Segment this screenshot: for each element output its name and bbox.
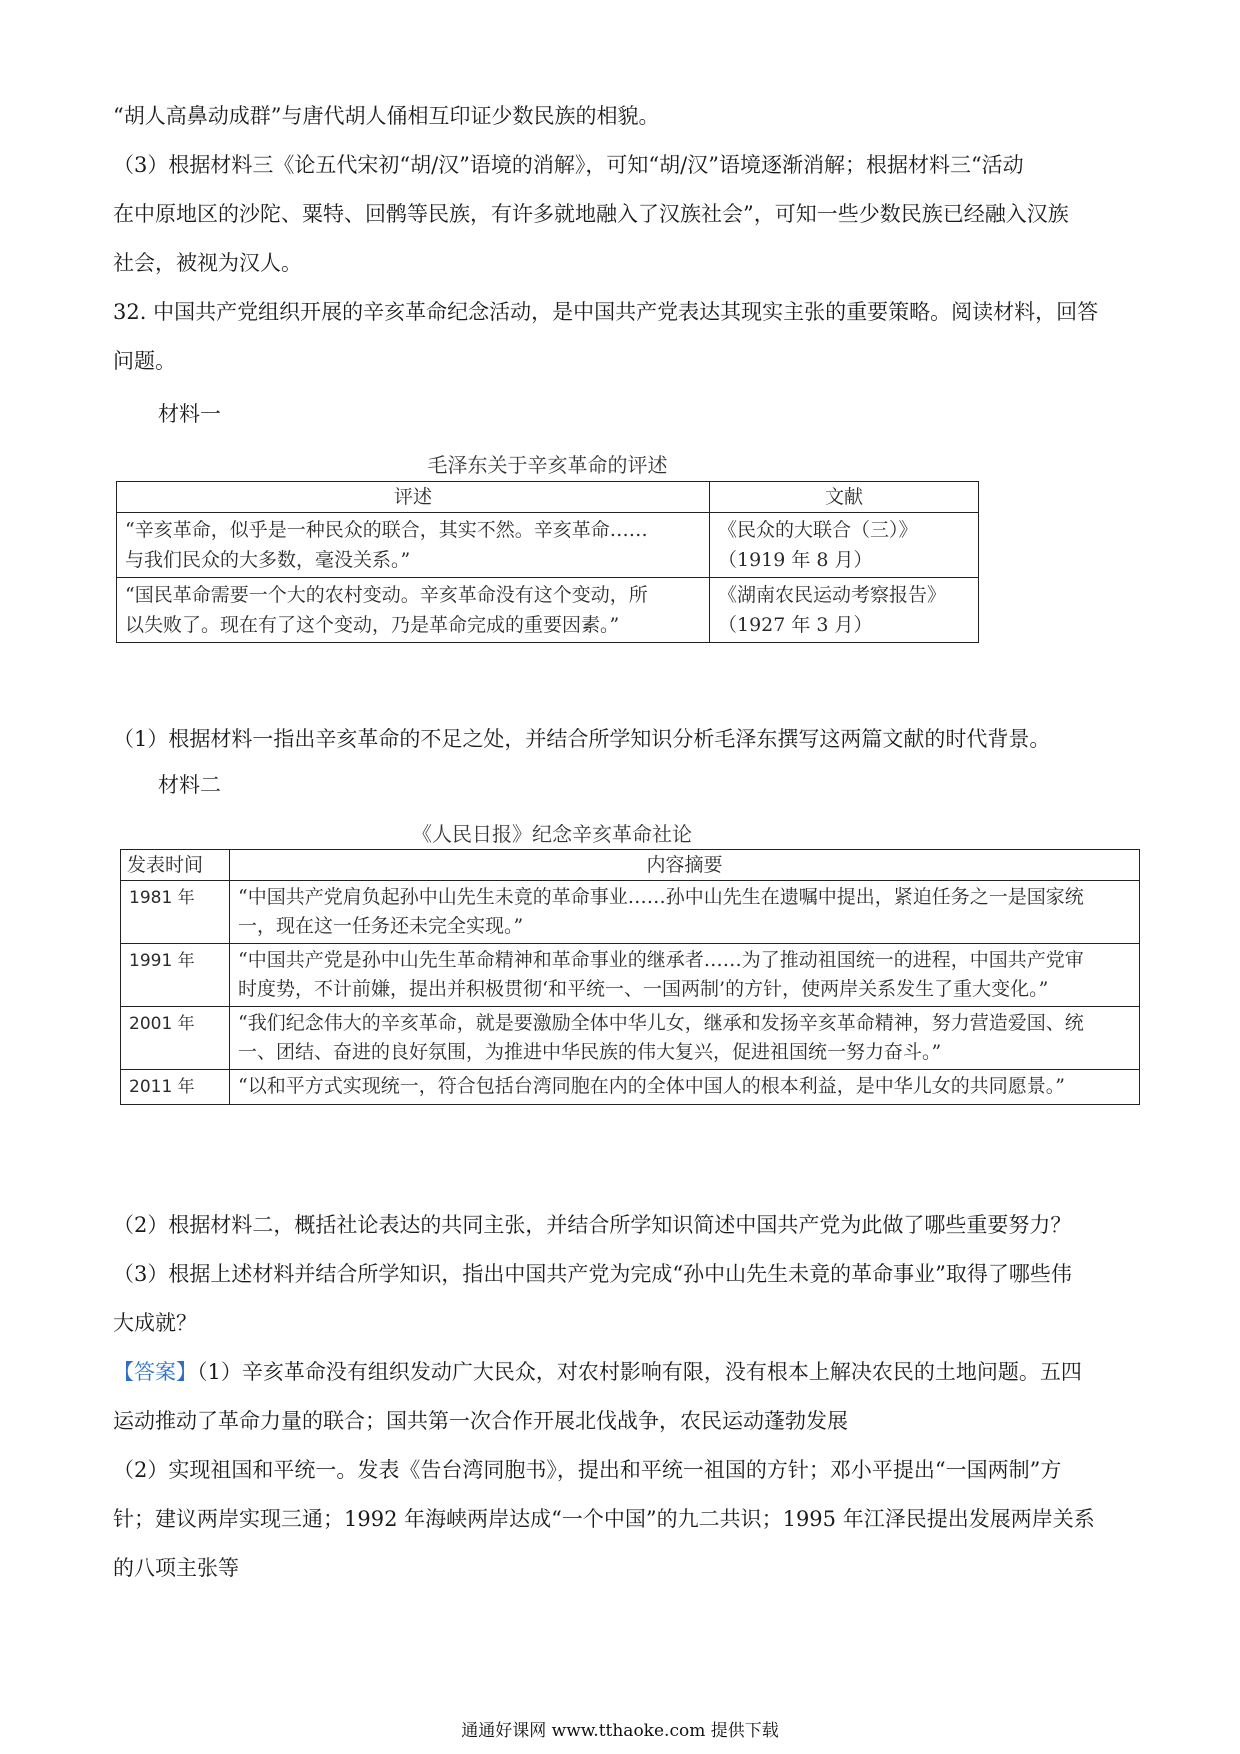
document-date: （1927 年 3 月） [718, 614, 873, 636]
material1-table [116, 481, 979, 643]
table-row [121, 944, 1140, 1007]
comment-line: “国民革命需要一个大的农村变动。辛亥革命没有这个变动，所 [125, 584, 648, 606]
document-title: 《湖南农民运动考察报告》 [718, 584, 947, 606]
year-cell: 1981 年 [121, 881, 230, 944]
summary-cell [230, 881, 1140, 944]
summary-line: 一，现在这一任务还未完全实现。” [238, 915, 524, 937]
intro-line-4: 社会，被视为汉人。 [113, 251, 302, 275]
summary-line: 一、团结、奋进的良好氛围，为推进中华民族的伟大复兴，促进祖国统一努力奋斗。” [238, 1041, 942, 1063]
summary-line: “以和平方式实现统一，符合包括台湾同胞在内的全体中国人的根本利益，是中华儿女的共同愿景。” [238, 1075, 1065, 1097]
table-row [121, 1070, 1140, 1105]
q32-line-2: 问题。 [113, 349, 176, 373]
year-cell: 2001 年 [121, 1007, 230, 1070]
summary-line: 时度势，不计前嫌，提出并积极贯彻‘和平统一、一国两制’的方针，使两岸关系发生了重大变化。” [238, 978, 1049, 1000]
comment-line: “辛亥革命，似乎是一种民众的联合，其实不然。辛亥革命…… [125, 519, 648, 541]
document-cell [710, 578, 979, 643]
year-cell: 2011 年 [121, 1070, 230, 1105]
summary-cell [230, 1007, 1140, 1070]
table-row [121, 881, 1140, 944]
comment-line: 与我们民众的大多数，毫没关系。” [125, 549, 411, 571]
intro-line-1: “胡人高鼻动成群”与唐代胡人俑相互印证少数民族的相貌。 [113, 104, 660, 128]
table-header-row [117, 482, 979, 513]
intro-line-2: （3）根据材料三《论五代宋初“胡/汉”语境的消解》，可知“胡/汉”语境逐渐消解；根据材料三“活动 [113, 153, 1024, 177]
question-3-line-1: （3）根据上述材料并结合所学知识，指出中国共产党为完成“孙中山先生未竟的革命事业”取得了哪些伟 [113, 1262, 1072, 1286]
document-date: （1919 年 8 月） [718, 549, 873, 571]
year-cell: 1991 年 [121, 944, 230, 1007]
comment-cell [117, 513, 710, 578]
answer-1-line-2: 运动推动了革命力量的联合；国共第一次合作开展北伐战争，农民运动蓬勃发展 [113, 1409, 848, 1433]
document-cell [710, 513, 979, 578]
comment-line: 以失败了。现在有了这个变动，乃是革命完成的重要因素。” [125, 614, 620, 636]
answer-1-text: （1）辛亥革命没有组织发动广大民众，对农村影响有限，没有根本上解决农民的土地问题。五四 [197, 1360, 1082, 1384]
question-2: （2）根据材料二，概括社论表达的共同主张，并结合所学知识简述中国共产党为此做了哪些重要努力？ [113, 1213, 1072, 1237]
document-title: 《民众的大联合（三）》 [718, 519, 918, 541]
answer-1-line-1 [113, 1348, 1133, 1396]
table-header-row [121, 850, 1140, 881]
header-comment: 评述 [117, 482, 710, 513]
table-row [117, 513, 979, 578]
q32-line-1: 32. 中国共产党组织开展的辛亥革命纪念活动，是中国共产党表达其现实主张的重要策略。阅读材料，回答 [113, 300, 1099, 324]
page-footer: 通通好课网 www.tthaoke.com 提供下载 [461, 1721, 779, 1741]
table-row [117, 578, 979, 643]
material1-label: 材料一 [158, 402, 221, 426]
comment-cell [117, 578, 710, 643]
answer-2-line-1: （2）实现祖国和平统一。发表《告台湾同胞书》，提出和平统一祖国的方针；邓小平提出“一国两制”方 [113, 1458, 1062, 1482]
summary-cell [230, 1070, 1140, 1105]
summary-cell [230, 944, 1140, 1007]
answer-tag: 【答案】 [113, 1360, 197, 1384]
summary-line: “我们纪念伟大的辛亥革命，就是要激励全体中华儿女，继承和发扬辛亥革命精神，努力营造爱国、统 [238, 1012, 1084, 1034]
intro-line-3: 在中原地区的沙陀、粟特、回鹘等民族，有许多就地融入了汉族社会”，可知一些少数民族已经融入汉族 [113, 202, 1069, 226]
material2-caption: 《人民日报》纪念辛亥革命社论 [412, 822, 692, 846]
summary-line: “中国共产党是孙中山先生革命精神和革命事业的继承者……为了推动祖国统一的进程，中国共产党审 [238, 949, 1084, 971]
header-document: 文献 [710, 482, 979, 513]
material1-caption: 毛泽东关于辛亥革命的评述 [427, 453, 668, 477]
question-1: （1）根据材料一指出辛亥革命的不足之处，并结合所学知识分析毛泽东撰写这两篇文献的时代背景。 [113, 727, 1051, 751]
question-3-line-2: 大成就？ [113, 1311, 197, 1335]
header-summary: 内容摘要 [230, 850, 1140, 881]
answer-2-line-3: 的八项主张等 [113, 1556, 239, 1580]
header-time: 发表时间 [121, 850, 230, 881]
table-row [121, 1007, 1140, 1070]
material2-label: 材料二 [158, 773, 221, 797]
material2-table [120, 849, 1140, 1105]
answer-2-line-2: 针；建议两岸实现三通；1992 年海峡两岸达成“一个中国”的九二共识；1995 年江泽民提出发展两岸关系 [113, 1507, 1095, 1531]
summary-line: “中国共产党肩负起孙中山先生未竟的革命事业……孙中山先生在遗嘱中提出，紧迫任务之一是国家统 [238, 886, 1084, 908]
